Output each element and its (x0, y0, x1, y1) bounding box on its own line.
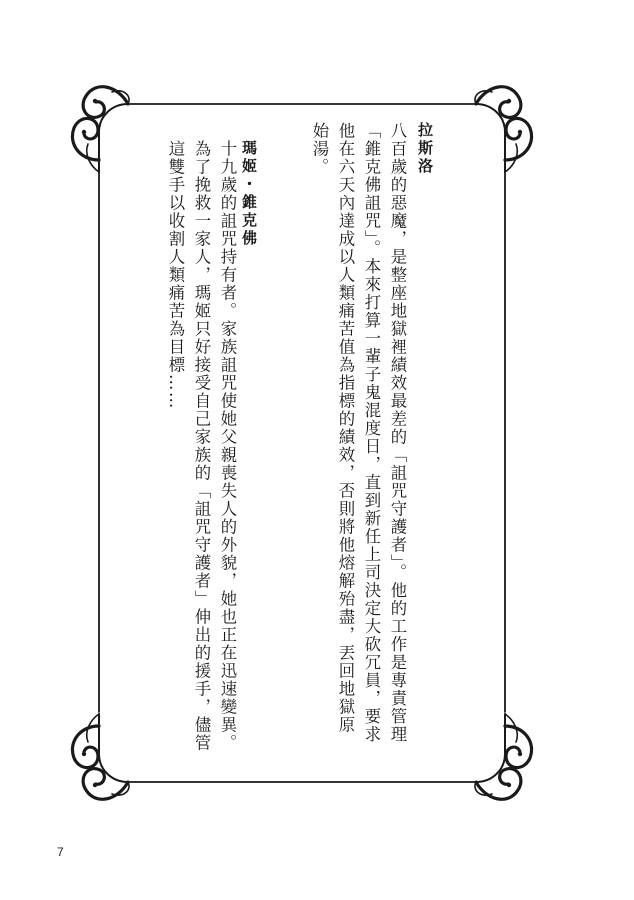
description-line: 「錐克佛詛咒」。本來打算一輩子鬼混度日，直到新任上司決定大砍冗員，要求 (362, 122, 381, 744)
corner-flourish-bottom-left (72, 714, 129, 799)
character-name-maggie: 瑪姬・錐克佛 (240, 140, 258, 248)
corner-flourish-bottom-right (475, 714, 532, 799)
description-line: 始湯。 (310, 122, 329, 176)
corner-flourish-top-left (72, 87, 129, 172)
description-line: 十九歲的詛咒持有者。家族詛咒使她父親喪失人的外貌，她也正在迅速變異。 (218, 140, 237, 752)
description-line: 他在六天內達成以人類痛苦值為指標的績效，否則將他熔解殆盡，丟回地獄原 (336, 122, 355, 734)
character-description-maggie (136, 140, 240, 760)
description-line: 這雙手以收割人類痛苦為目標…… (166, 140, 185, 410)
description-line: 八百歲的惡魔，是整座地獄裡績效最差的「詛咒守護者」。他的工作是專責管理 (388, 122, 407, 744)
corner-flourish-top-right (475, 87, 532, 172)
character-description-laszlo (306, 122, 410, 762)
character-name-laszlo: 拉斯洛 (416, 122, 434, 176)
page-number: 7 (57, 845, 64, 859)
description-line: 為了挽救一家人，瑪姬只好接受自己家族的「詛咒守護者」伸出的援手，儘管 (192, 140, 211, 752)
